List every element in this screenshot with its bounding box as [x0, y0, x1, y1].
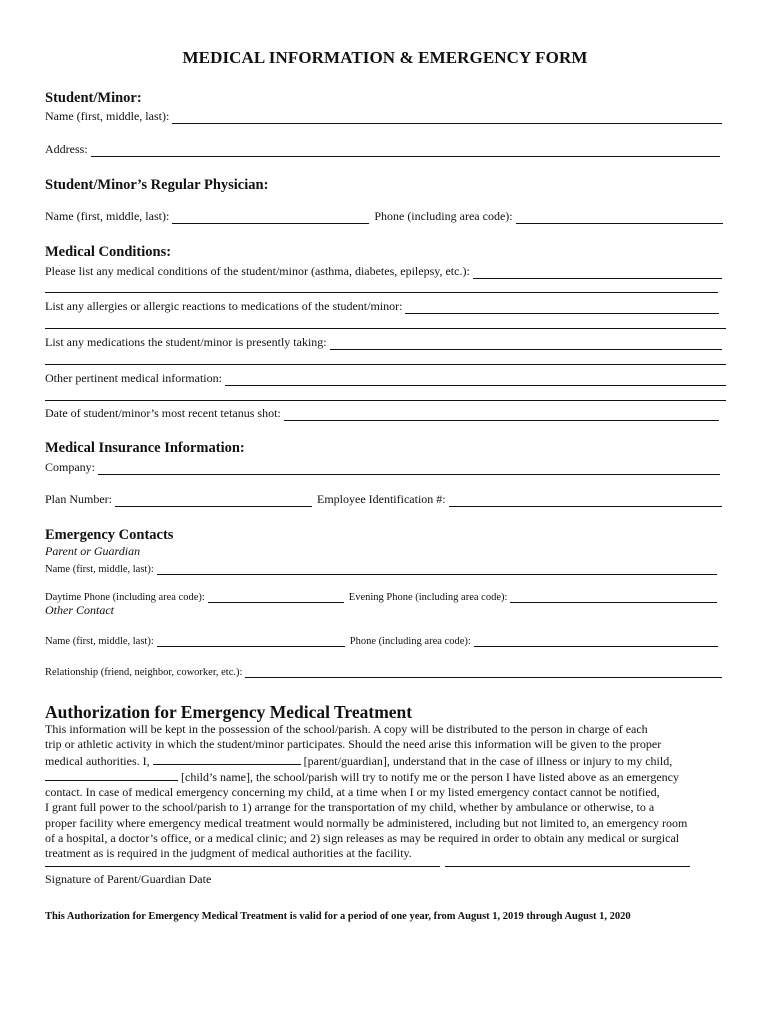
signature-date-field[interactable]	[445, 866, 690, 867]
student-name-field[interactable]	[172, 111, 722, 124]
authorization-title: Authorization for Emergency Medical Treatment	[45, 702, 413, 722]
authorization-text: medical authorities. I,	[45, 753, 150, 768]
form-title: MEDICAL INFORMATION & EMERGENCY FORM	[182, 48, 588, 67]
conditions-label: Please list any medical conditions of the student/minor (asthma, diabetes, epilepsy, etc.):	[45, 264, 470, 278]
medications-field[interactable]	[330, 337, 722, 350]
validity-note: This Authorization for Emergency Medical Treatment is valid for a period of one year, from August 1, 2019 through August 1, 2020	[45, 911, 631, 922]
parent-phone-row	[45, 590, 717, 603]
company-field[interactable]	[98, 462, 720, 475]
authorization-line: I grant full power to the school/parish to 1) arrange for the transportation of my child, whether by ambulance or otherwise, to a	[45, 800, 655, 815]
medications-row	[45, 335, 722, 350]
medical-heading: Medical Conditions:	[45, 244, 172, 260]
parent-name-row	[45, 562, 717, 575]
conditions-extra-line[interactable]	[45, 292, 718, 293]
tetanus-row	[45, 406, 719, 421]
medications-label: List any medications the student/minor is presently taking:	[45, 335, 327, 349]
allergies-extra-line[interactable]	[45, 328, 726, 329]
signature-field[interactable]	[45, 866, 440, 867]
student-address-field[interactable]	[91, 144, 720, 157]
relationship-row	[45, 665, 722, 678]
other-info-label: Other pertinent medical information:	[45, 371, 222, 385]
student-address-label: Address:	[45, 142, 88, 156]
student-name-row	[45, 109, 722, 124]
plan-number-field[interactable]	[115, 494, 312, 507]
conditions-field[interactable]	[473, 266, 722, 279]
authorization-text: [child’s name], the school/parish will try to notify me or the person I have listed above as an emergency	[181, 769, 679, 784]
parent-name-field[interactable]	[157, 562, 717, 575]
employee-id-label: Employee Identification #:	[317, 492, 446, 506]
allergies-label: List any allergies or allergic reactions to medications of the student/minor:	[45, 299, 403, 313]
company-row	[45, 460, 720, 475]
parent-name-label: Name (first, middle, last):	[45, 564, 154, 575]
company-label: Company:	[45, 460, 95, 474]
authorization-line: contact. In case of medical emergency concerning my child, at a time when I or my listed emergency contact cannot be notified,	[45, 785, 660, 800]
employee-id-field[interactable]	[449, 494, 722, 507]
evening-phone-label: Evening Phone (including area code):	[348, 592, 508, 603]
student-name-label: Name (first, middle, last):	[45, 109, 170, 123]
physician-row	[45, 209, 723, 224]
authorization-text: [parent/guardian], understand that in the case of illness or injury to my child,	[303, 753, 673, 768]
other-info-field[interactable]	[225, 373, 726, 386]
relationship-label: Relationship (friend, neighbor, coworker, etc.):	[45, 667, 243, 678]
physician-name-field[interactable]	[172, 211, 369, 224]
medications-extra-line[interactable]	[45, 364, 726, 365]
authorization-paragraph	[45, 722, 735, 862]
allergies-row	[45, 299, 719, 314]
other-info-row	[45, 371, 726, 386]
physician-heading: Student/Minor’s Regular Physician:	[45, 177, 269, 193]
insurance-heading: Medical Insurance Information:	[45, 440, 245, 456]
other-info-extra-line[interactable]	[45, 400, 726, 401]
other-contact-name-label: Name (first, middle, last):	[45, 636, 154, 647]
authorization-line: treatment as is required in the judgment of medical authorities at the facility.	[45, 846, 412, 861]
conditions-row	[45, 264, 722, 279]
plan-number-label: Plan Number:	[45, 492, 112, 506]
daytime-phone-field[interactable]	[208, 590, 344, 603]
other-contact-subheading: Other Contact	[45, 603, 114, 617]
physician-phone-field[interactable]	[516, 211, 723, 224]
signature-label: Signature of Parent/Guardian Date	[45, 872, 212, 886]
authorization-line: proper facility where emergency medical treatment would normally be administered, including but not limited to, an emergency room	[45, 815, 688, 830]
authorization-line-parent	[45, 753, 735, 769]
other-contact-phone-label: Phone (including area code):	[349, 636, 471, 647]
authorization-line: This information will be kept in the possession of the school/parish. A copy will be distributed to the person in charge of each	[45, 722, 648, 736]
tetanus-field[interactable]	[284, 408, 719, 421]
other-contact-phone-field[interactable]	[474, 634, 718, 647]
parent-guardian-field[interactable]	[153, 753, 301, 765]
relationship-field[interactable]	[245, 665, 722, 678]
student-address-row	[45, 142, 720, 157]
authorization-line: of a hospital, a doctor’s office, or a medical clinic; and 2) sign releases as may be required in order to obtain any medical or surgical	[45, 831, 680, 846]
physician-name-label: Name (first, middle, last):	[45, 209, 170, 223]
child-name-field[interactable]	[45, 769, 178, 781]
authorization-line: trip or athletic activity in which the student/minor participates. Should the need arise this information will be given to the proper	[45, 737, 662, 752]
other-contact-name-field[interactable]	[157, 634, 345, 647]
parent-subheading: Parent or Guardian	[45, 544, 141, 558]
tetanus-label: Date of student/minor’s most recent tetanus shot:	[45, 406, 281, 420]
plan-row	[45, 492, 722, 507]
other-contact-row	[45, 634, 718, 647]
authorization-line-child	[45, 769, 735, 785]
emergency-heading: Emergency Contacts	[45, 527, 174, 543]
daytime-phone-label: Daytime Phone (including area code):	[45, 592, 205, 603]
evening-phone-field[interactable]	[510, 590, 717, 603]
student-heading: Student/Minor:	[45, 90, 142, 106]
allergies-field[interactable]	[405, 301, 719, 314]
physician-phone-label: Phone (including area code):	[374, 209, 513, 223]
